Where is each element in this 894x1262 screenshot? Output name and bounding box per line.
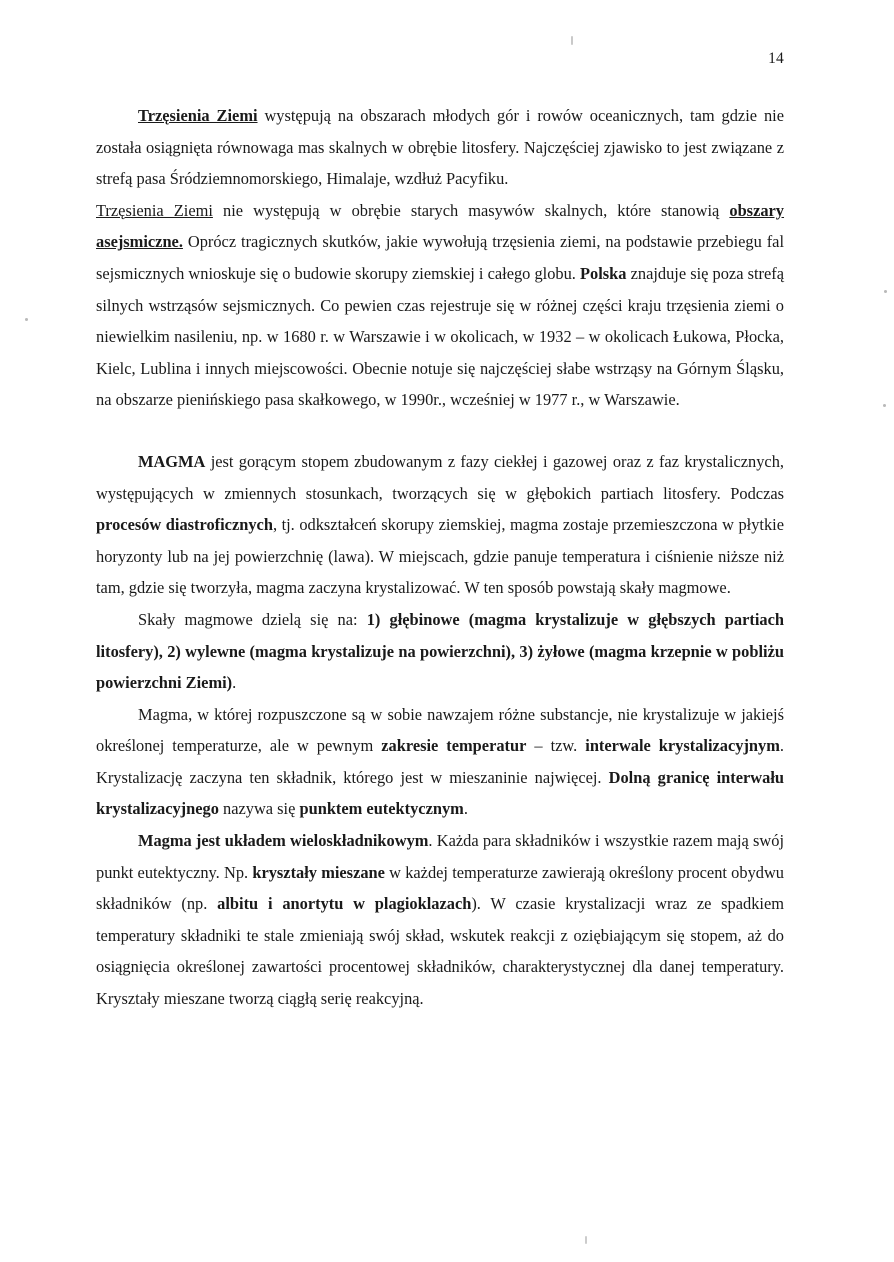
text-run: Polska <box>580 263 627 283</box>
text-run: nazywa się <box>218 799 300 819</box>
paragraph-interwal-krystalizacyjny <box>96 699 784 825</box>
text-run: albitu i anortytu w plagioklazach <box>217 894 472 914</box>
scan-artifact-speck <box>884 290 887 293</box>
text-run: procesów diastroficznych <box>96 515 273 535</box>
text-run: . <box>232 673 237 693</box>
text-run: występują na obszarach młodych gór i rowów oceanicznych, tam gdzie nie została osiągnięta równowaga mas skalnych w obrębie litosfery. Najczęściej zjawisko to jest związane z strefą pasa Śródziemnomorskiego, Himalaje, wzdłuż Pacyfiku. <box>96 106 784 189</box>
scan-artifact-speck <box>883 404 886 407</box>
text-run: Oprócz tragicznych skutków, jakie wywołują trzęsienia ziemi, na podstawie przebiegu fal sejsmicznych wnioskuje się o budowie skorupy ziemskiej i całego globu. <box>96 232 784 283</box>
text-run: MAGMA <box>138 451 206 471</box>
text-run: nie występują w obrębie starych masywów skalnych, które stanowią <box>212 200 730 220</box>
paragraph-skaly-magmowe-podzial <box>96 604 784 699</box>
paragraph-magma-definition <box>96 446 784 604</box>
paragraph-uklad-wieloskladnikowy <box>96 825 784 1015</box>
text-run: Trzęsienia Ziemi <box>96 200 213 220</box>
text-run: Dolną granicę interwału krystalizacyjnego <box>96 767 785 819</box>
text-run: ). W czasie krystalizacji wraz ze spadkiem temperatury składniki te stale zmieniają swój skład, wskutek reakcji z oziębiającym się stopem, aż do osiągnięcia określonej zawartości procentowej składników, charakterystycznej dla danej temperatury. Kryształy mieszane tworzą ciągłą serię reakcyjną. <box>96 894 784 1009</box>
text-run: Magma, w której rozpuszczone są w sobie nawzajem różne substancje, nie krystalizuje w jakiejś określonej temperaturze, ale w pewnym <box>96 704 784 756</box>
scan-artifact-speck <box>585 1236 587 1244</box>
document-body <box>96 100 784 1015</box>
text-run: Trzęsienia Ziemi <box>138 106 258 125</box>
text-run: 1) głębinowe (magma krystalizuje w głębszych partiach litosfery), 2) wylewne (magma krystalizuje na powierzchni), 3) żyłowe (magma krzepnie w pobliżu powierzchni Ziemi) <box>96 609 784 693</box>
page-number: 14 <box>768 50 784 67</box>
text-run: – tzw. <box>526 736 586 756</box>
text-run: punktem eutektycznym <box>299 799 464 819</box>
text-run: zakresie temperatur <box>381 736 527 756</box>
paragraph-trzesienia-ziemi-2 <box>96 195 784 416</box>
scan-artifact-speck <box>571 36 573 45</box>
paragraph-gap <box>96 416 784 446</box>
text-run: Magma jest układem wieloskładnikowym <box>138 831 429 851</box>
text-run: . <box>463 799 468 819</box>
text-run: Skały magmowe dzielą się na: <box>138 609 367 629</box>
scan-artifact-speck <box>25 318 28 321</box>
text-run: obszary asejsmiczne. <box>96 200 785 252</box>
text-run: interwale krystalizacyjnym <box>585 736 780 756</box>
paragraph-trzesienia-ziemi-1 <box>96 100 784 195</box>
text-run: . Krystalizację zaczyna ten składnik, którego jest w mieszaninie najwięcej. <box>96 736 784 787</box>
text-run: , tj. odkształceń skorupy ziemskiej, magma zostaje przemieszczona w płytkie horyzonty lub na jej powierzchnię (lawa). W miejscach, gdzie panuje temperatura i ciśnienie niższe niż tam, gdzie się tworzyła, magma zaczyna krystalizować. W ten sposób powstają skały magmowe. <box>96 515 784 598</box>
text-run: . Każda para składników i wszystkie razem mają swój punkt eutektyczny. Np. <box>96 831 784 882</box>
text-run: kryształy mieszane <box>252 862 385 882</box>
text-run: w każdej temperaturze zawierają określony procent obydwu składników (np. <box>96 862 784 914</box>
text-run: jest gorącym stopem zbudowanym z fazy ciekłej i gazowej oraz z faz krystalicznych, występujących w zmiennych stosunkach, tworzących się w głębokich partiach litosfery. Podczas <box>96 451 784 503</box>
text-run: znajduje się poza strefą silnych wstrząsów sejsmicznych. Co pewien czas rejestruje się w różnej części kraju trzęsienia ziemi o niewielkim nasileniu, np. w 1680 r. w Warszawie i w okolicach, w 1932 – w okolicach Łukowa, Płocka, Kielc, Lublina i innych miejscowości. Obecnie notuje się najczęściej słabe wstrząsy na Górnym Śląsku, na obszarze pienińskiego pasa skałkowego, w 1990r., wcześniej w 1977 r., w Warszawie. <box>96 263 784 410</box>
